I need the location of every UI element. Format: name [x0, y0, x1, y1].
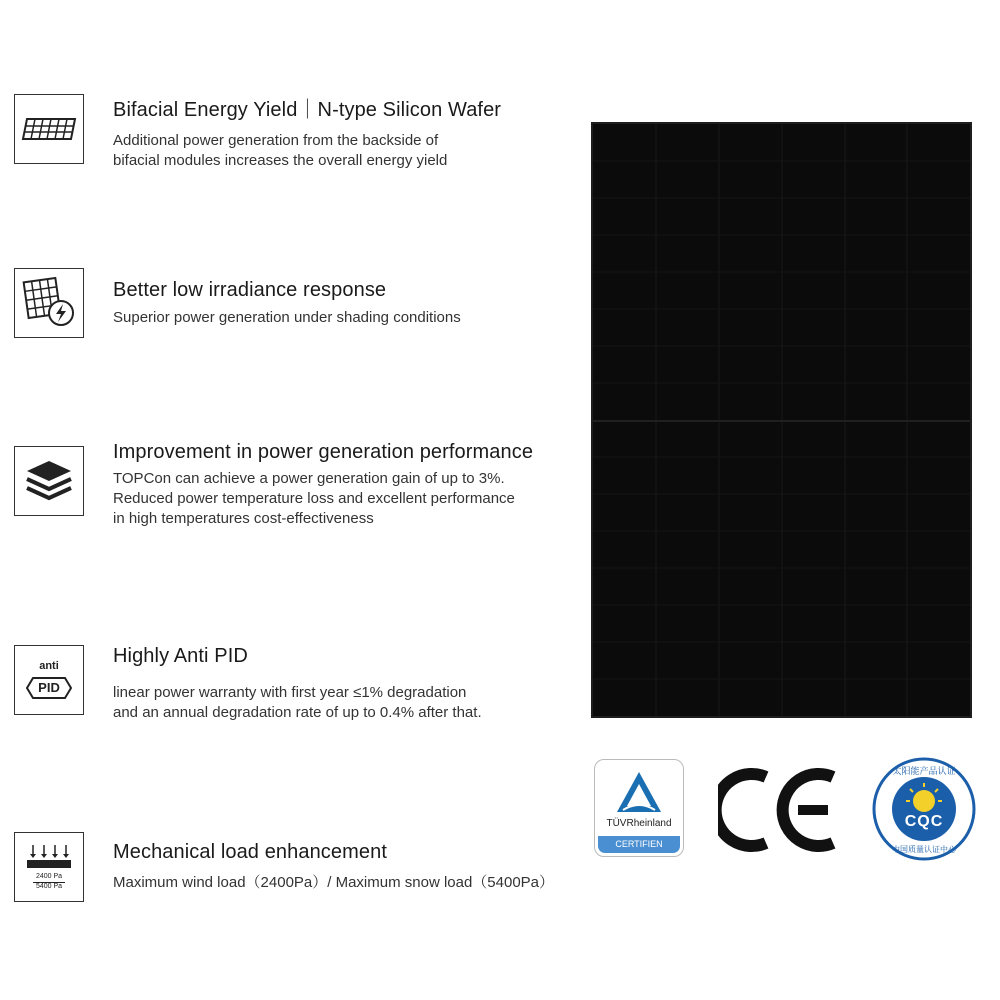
- feature-description-line: TOPCon can achieve a power generation gain of up to 3%.: [113, 470, 505, 487]
- feature-description-line: bifacial modules increases the overall energy yield: [113, 152, 448, 169]
- mechanical-load-icon: [14, 832, 84, 902]
- tuv-name: TÜVRheinland: [606, 818, 672, 829]
- cqc-name: CQC: [904, 813, 944, 830]
- feature-title: Improvement in power generation performance: [113, 441, 534, 463]
- ce-mark-text: [718, 765, 719, 766]
- solar-panel-cells: [593, 124, 970, 716]
- feature-description-line: and an annual degradation rate of up to 0.4% after that.: [113, 704, 482, 721]
- anti-pid-icon-main-text: PID: [38, 680, 60, 695]
- anti-pid-icon-top-text: anti: [39, 660, 59, 672]
- anti-pid-icon: [14, 645, 84, 715]
- solar-panel-image: [591, 122, 972, 718]
- feature-description-line: Reduced power temperature loss and excellent performance: [113, 490, 515, 507]
- cqc-ring-text: 太阳能产品认证: [892, 766, 956, 776]
- feature-description-line: Superior power generation under shading conditions: [113, 309, 461, 326]
- feature-title: Highly Anti PID: [113, 645, 248, 667]
- cqc-bottom-text: 中国质量认证中心: [892, 845, 956, 854]
- feature-description-line: Additional power generation from the backside of: [113, 132, 439, 149]
- tuv-rheinland-logo: [594, 759, 684, 857]
- feature-title: Bifacial Energy Yield｜N-type Silicon Wafer: [113, 99, 502, 121]
- feature-description-line: linear power warranty with first year ≤1% degradation: [113, 684, 467, 701]
- layers-icon: [14, 446, 84, 516]
- feature-description-line: Maximum wind load（2400Pa）/ Maximum snow load（5400Pa）: [113, 874, 555, 891]
- bifacial-module-icon: [14, 94, 84, 164]
- feature-title: Better low irradiance response: [113, 279, 387, 301]
- tuv-badge: CERTIFIEN: [598, 836, 680, 853]
- low-irradiance-icon: [14, 268, 84, 338]
- feature-title: Mechanical load enhancement: [113, 841, 387, 863]
- load-value-bottom: 5400 Pa: [35, 883, 63, 890]
- tuv-triangle-icon: [615, 770, 663, 814]
- feature-description-line: in high temperatures cost-effectiveness: [113, 510, 374, 527]
- cqc-logo: [872, 757, 976, 861]
- ce-mark-logo: [718, 765, 842, 855]
- load-value-top: 2400 Pa: [35, 873, 63, 880]
